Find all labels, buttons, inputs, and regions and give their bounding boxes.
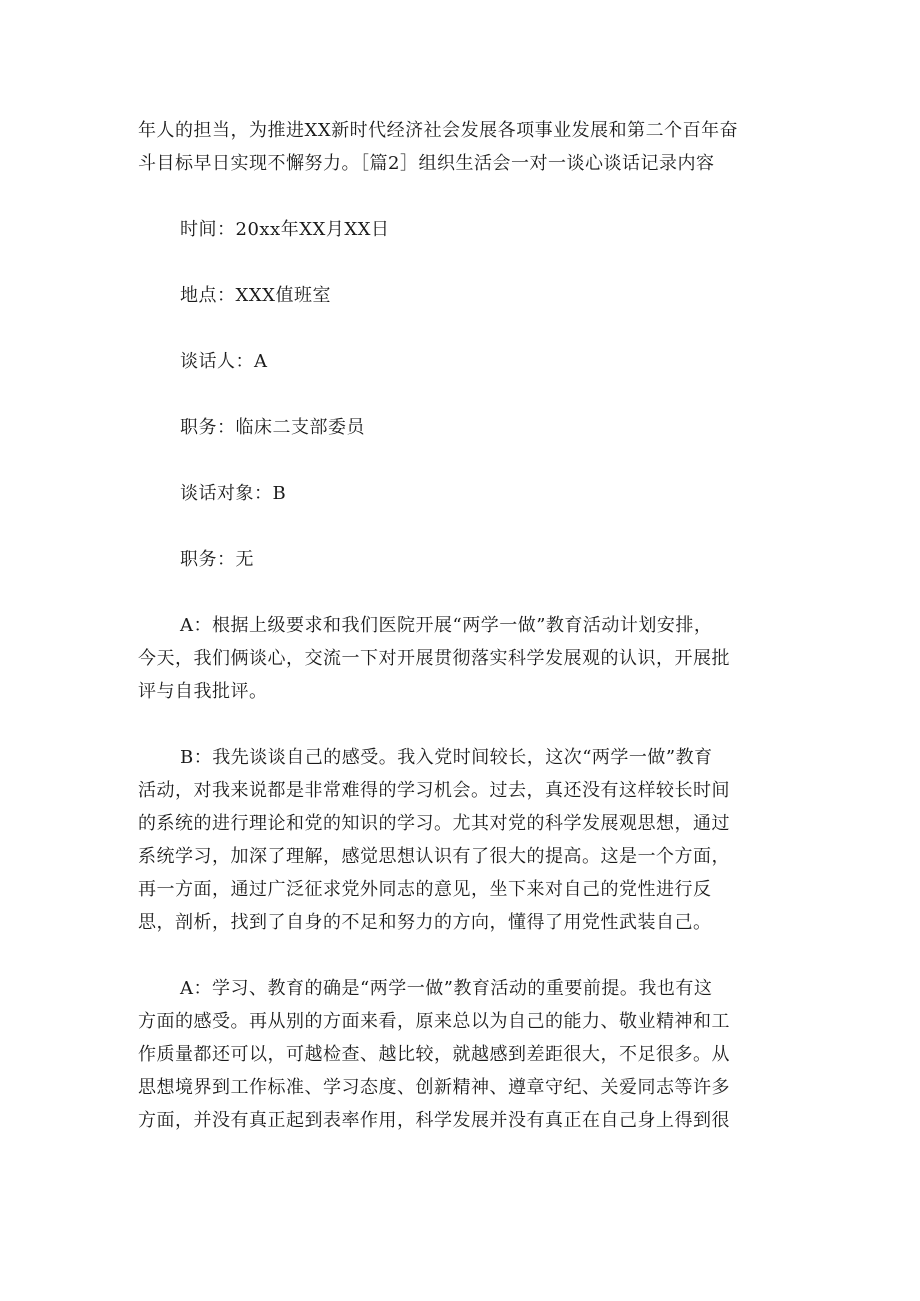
dialogue-line: 再一方面，通过广泛征求党外同志的意见，坐下来对自己的党性进行反 bbox=[138, 879, 712, 900]
dialogue-paragraph-a2 bbox=[138, 972, 788, 1137]
dialogue-line: 评与自我批评。 bbox=[138, 681, 268, 702]
dialogue-line: 思想境界到工作标准、学习态度、创新精神、遵章守纪、关爱同志等许多 bbox=[138, 1077, 730, 1098]
dialogue-line: 今天，我们俩谈心，交流一下对开展贯彻落实科学发展观的认识，开展批 bbox=[138, 648, 730, 669]
dialogue-line: A：学习、教育的确是“两学一做”教育活动的重要前提。我也有这 bbox=[180, 978, 713, 999]
intro-paragraph bbox=[138, 114, 788, 180]
dialogue-paragraph-a1 bbox=[138, 609, 788, 708]
dialogue-line: 系统学习，加深了理解，感觉思想认识有了很大的提高。这是一个方面， bbox=[138, 846, 730, 867]
meeting-place: 地点：XXX值班室 bbox=[180, 285, 331, 306]
intro-line: 年人的担当，为推进XX新时代经济社会发展各项事业发展和第二个百年奋 bbox=[138, 120, 739, 141]
dialogue-line: 作质量都还可以，可越检查、越比较，就越感到差距很大，不足很多。从 bbox=[138, 1044, 730, 1065]
speaker: 谈话人：A bbox=[180, 351, 268, 372]
dialogue-line: 活动，对我来说都是非常难得的学习机会。过去，真还没有这样较长时间 bbox=[138, 780, 730, 801]
dialogue-line: 方面的感受。再从别的方面来看，原来总以为自己的能力、敬业精神和工 bbox=[138, 1011, 730, 1032]
target-position: 职务：无 bbox=[180, 549, 254, 570]
conversation-target: 谈话对象：B bbox=[180, 483, 287, 504]
dialogue-line: 的系统的进行理论和党的知识的学习。尤其对党的科学发展观思想，通过 bbox=[138, 813, 730, 834]
intro-line: 斗目标早日实现不懈努力。［篇2］组织生活会一对一谈心谈话记录内容 bbox=[138, 153, 715, 174]
dialogue-line: 思，剖析，找到了自身的不足和努力的方向，懂得了用党性武装自己。 bbox=[138, 912, 712, 933]
dialogue-paragraph-b1 bbox=[138, 741, 788, 939]
meeting-time: 时间：20xx年XX月XX日 bbox=[180, 219, 390, 240]
dialogue-line: 方面，并没有真正起到表率作用，科学发展并没有真正在自己身上得到很 bbox=[138, 1110, 730, 1131]
dialogue-line: B：我先谈谈自己的感受。我入党时间较长，这次“两学一做”教育 bbox=[180, 747, 713, 768]
speaker-position: 职务：临床二支部委员 bbox=[180, 417, 365, 438]
dialogue-line: A：根据上级要求和我们医院开展“两学一做”教育活动计划安排， bbox=[180, 615, 713, 636]
